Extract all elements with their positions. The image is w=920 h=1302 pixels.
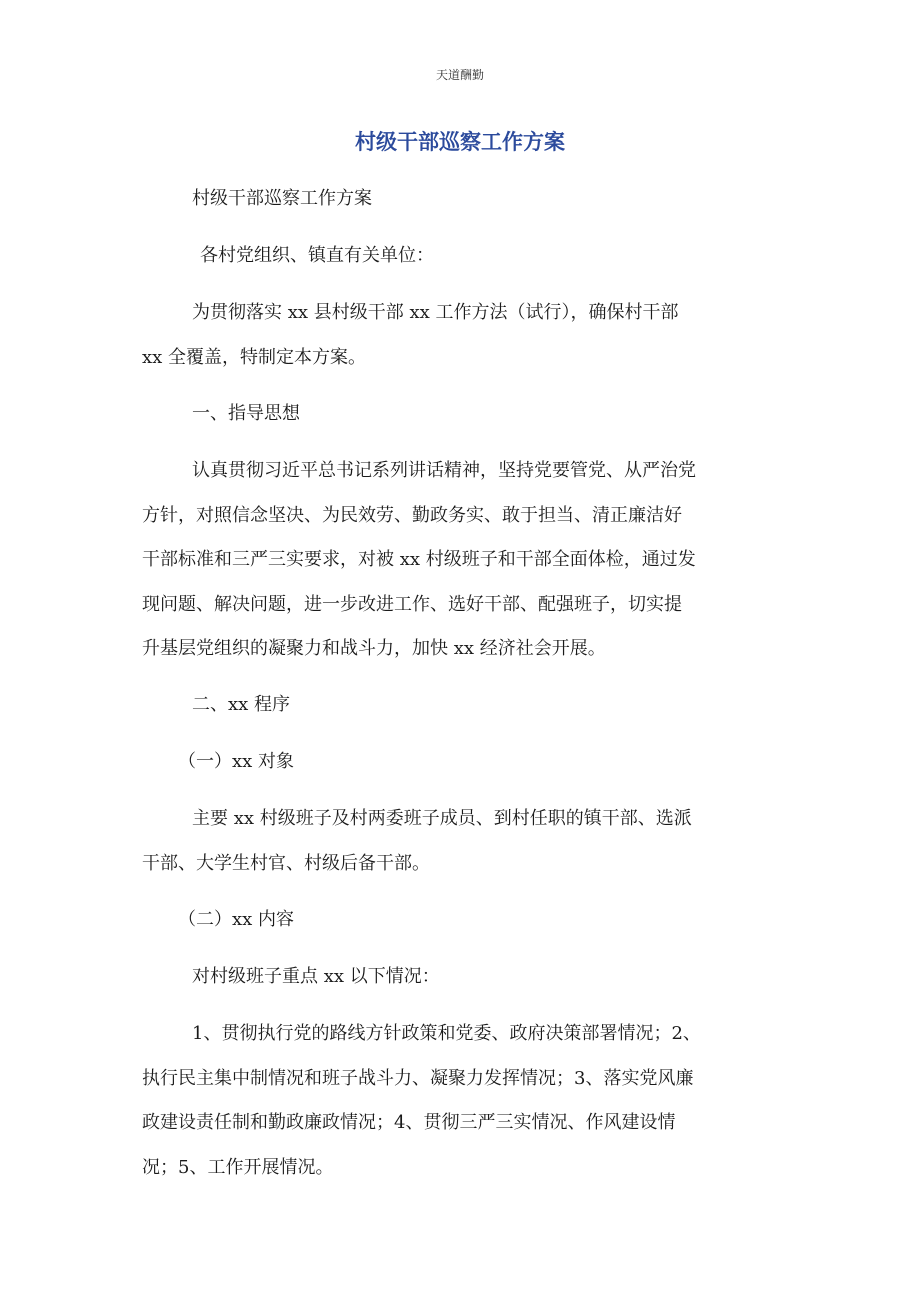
document-title: 村级干部巡察工作方案 [355, 130, 565, 154]
text-line: xx 全覆盖，特制定本方案。 [142, 346, 367, 368]
subsection-2-intro: 对村级班子重点 xx 以下情况： [192, 966, 440, 987]
text-line: 干部标准和三严三实要求，对被 xx 村级班子和干部全面体检，通过发 [142, 549, 696, 570]
subsection-2-heading: （二）xx 内容 [178, 909, 295, 930]
subsection-2-body [142, 1012, 782, 1190]
subsection-1-heading: （一）xx 对象 [178, 751, 295, 772]
section-1-body [142, 449, 782, 672]
text-line: 1、贯彻执行党的路线方针政策和党委、政府决策部署情况；2、 [192, 1023, 701, 1044]
subsection-1-body [142, 797, 782, 886]
text-line: 现问题、解决问题，进一步改进工作、选好干部、配强班子，切实提 [142, 593, 682, 615]
text-line: 为贯彻落实 xx 县村级干部 xx 工作方法（试行），确保村干部 [192, 302, 679, 323]
intro-paragraph [142, 291, 782, 380]
text-line: 况；5、工作开展情况。 [142, 1156, 334, 1178]
text-line: 政建设责任制和勤政廉政情况；4、贯彻三严三实情况、作风建设情 [142, 1112, 676, 1133]
text-line: 升基层党组织的凝聚力和战斗力，加快 xx 经济社会开展。 [142, 638, 606, 659]
text-line: 方针，对照信念坚决、为民效劳、勤政务实、敢于担当、清正廉洁好 [142, 504, 682, 526]
page-header: 天道酬勤 [435, 68, 484, 82]
section-1-heading: 一、指导思想 [192, 403, 300, 424]
text-line: 主要 xx 村级班子及村两委班子成员、到村任职的镇干部、选派 [192, 808, 692, 829]
text-line: 认真贯彻习近平总书记系列讲话精神，坚持党要管党、从严治党 [192, 460, 696, 481]
text-line: 执行民主集中制情况和班子战斗力、凝聚力发挥情况；3、落实党风廉 [142, 1067, 694, 1089]
subtitle: 村级干部巡察工作方案 [192, 188, 372, 209]
salutation: 各村党组织、镇直有关单位： [200, 245, 434, 266]
text-line: 干部、大学生村官、村级后备干部。 [142, 852, 430, 874]
section-2-heading: 二、xx 程序 [192, 694, 291, 715]
